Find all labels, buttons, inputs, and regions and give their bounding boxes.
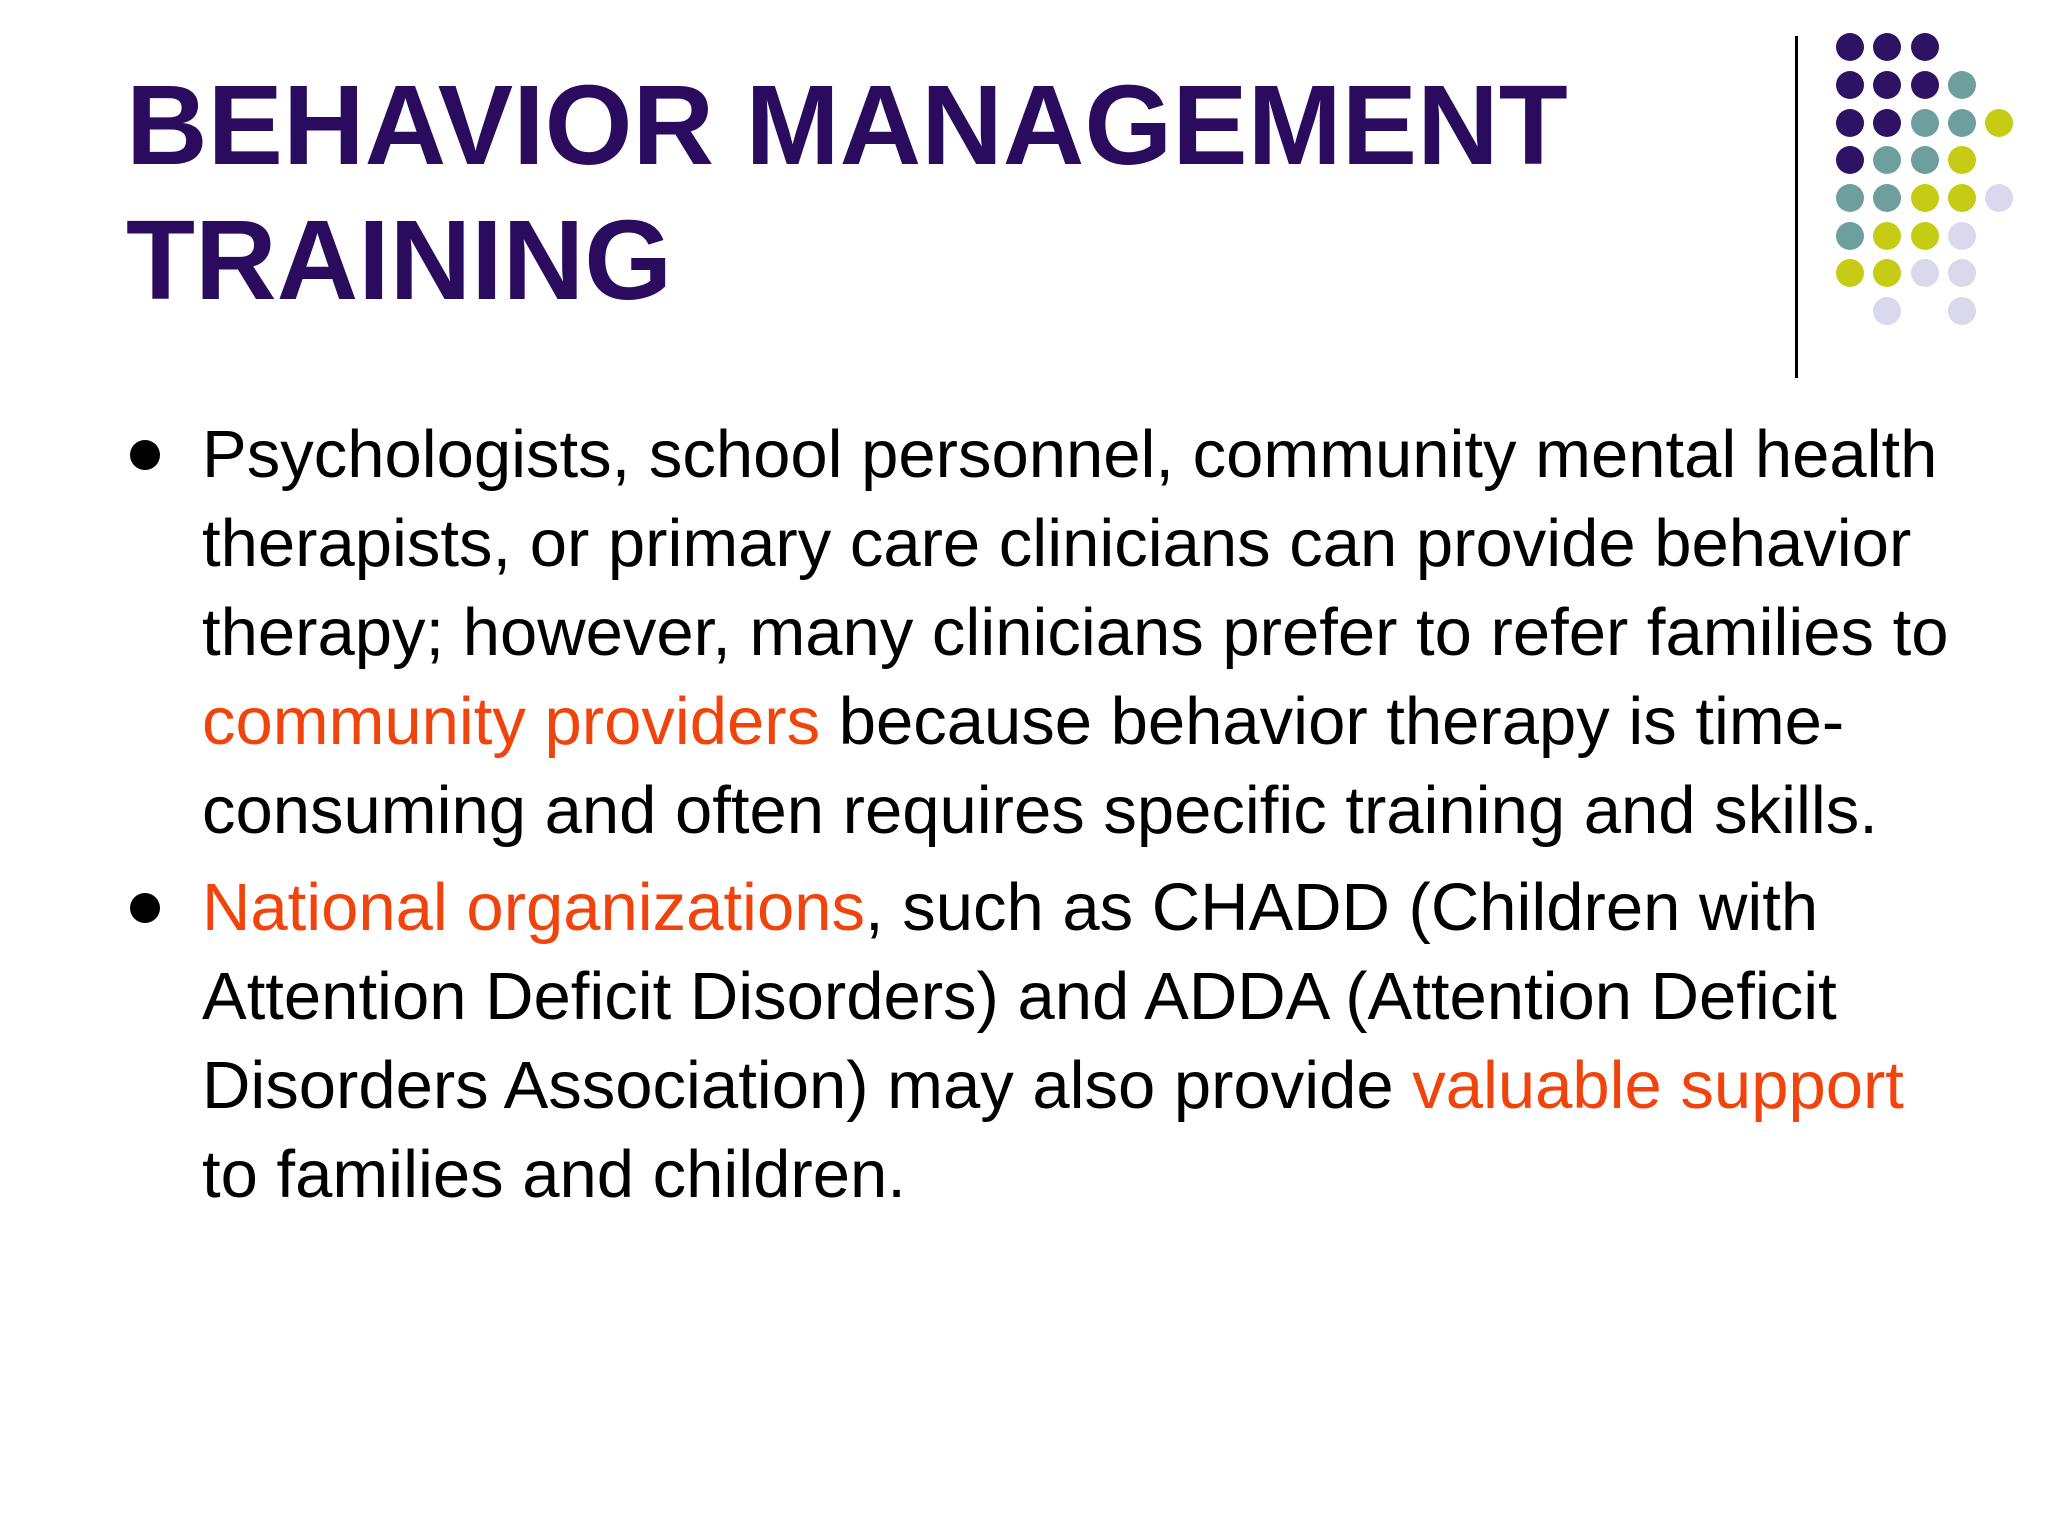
decorative-dot xyxy=(1836,184,1864,212)
decorative-dot xyxy=(1873,297,1901,325)
decorative-dot xyxy=(1836,33,1864,61)
decorative-dot xyxy=(1836,259,1864,287)
decorative-dot xyxy=(1836,222,1864,250)
bullet-text-segment: , such as CHADD (Children with Attention Deficit Disorders) and ADDA (Attention Deficit Disorders Association) may also provide xyxy=(202,870,1837,1123)
decorative-dot xyxy=(1836,71,1864,99)
decorative-dot xyxy=(1948,297,1976,325)
decorative-dot xyxy=(1948,71,1976,99)
highlighted-phrase: valuable support xyxy=(1412,1048,1904,1123)
title-line-2: TRAINING xyxy=(126,197,673,323)
bullet-dot-icon xyxy=(130,440,160,470)
bullet-text-segment: to families and children. xyxy=(202,1137,906,1212)
highlighted-phrase: community providers xyxy=(202,684,821,759)
decorative-dot xyxy=(1873,109,1901,137)
decorative-dot xyxy=(1985,184,2013,212)
decorative-dot xyxy=(1948,259,1976,287)
bullet-item xyxy=(130,410,1970,855)
bullet-text xyxy=(202,410,1970,855)
bullet-text xyxy=(202,863,1970,1219)
decorative-dot xyxy=(1911,184,1939,212)
slide-title xyxy=(126,58,1726,328)
decorative-dot xyxy=(1948,222,1976,250)
decorative-dot xyxy=(1873,71,1901,99)
bullet-item xyxy=(130,863,1970,1219)
bullet-text-segment: Psychologists, school personnel, community mental health therapists, or primary care clinicians can provide behavior therapy; however, many clinicians prefer to refer families to xyxy=(202,417,1949,670)
decorative-dot xyxy=(1873,259,1901,287)
bullet-text-segment: because behavior therapy is time-consuming and often requires specific training and skills. xyxy=(202,684,1878,848)
decorative-dot xyxy=(1873,146,1901,174)
bullet-list xyxy=(130,410,1970,1227)
decorative-dot xyxy=(1948,184,1976,212)
vertical-divider xyxy=(1795,36,1798,378)
decorative-dot xyxy=(1873,33,1901,61)
decorative-dot xyxy=(1911,259,1939,287)
decorative-dot xyxy=(1836,146,1864,174)
decorative-dot xyxy=(1911,71,1939,99)
decorative-dot xyxy=(1948,109,1976,137)
decorative-dot xyxy=(1911,33,1939,61)
decorative-dot xyxy=(1911,146,1939,174)
title-line-1: BEHAVIOR MANAGEMENT xyxy=(126,62,1568,188)
decorative-dot xyxy=(1911,109,1939,137)
decorative-dot xyxy=(1873,184,1901,212)
decorative-dot xyxy=(1911,222,1939,250)
highlighted-phrase: National organizations xyxy=(202,870,865,945)
bullet-dot-icon xyxy=(130,893,160,923)
decorative-dot xyxy=(1948,146,1976,174)
decorative-dot xyxy=(1836,109,1864,137)
decorative-dot xyxy=(1985,109,2013,137)
decorative-dot xyxy=(1873,222,1901,250)
